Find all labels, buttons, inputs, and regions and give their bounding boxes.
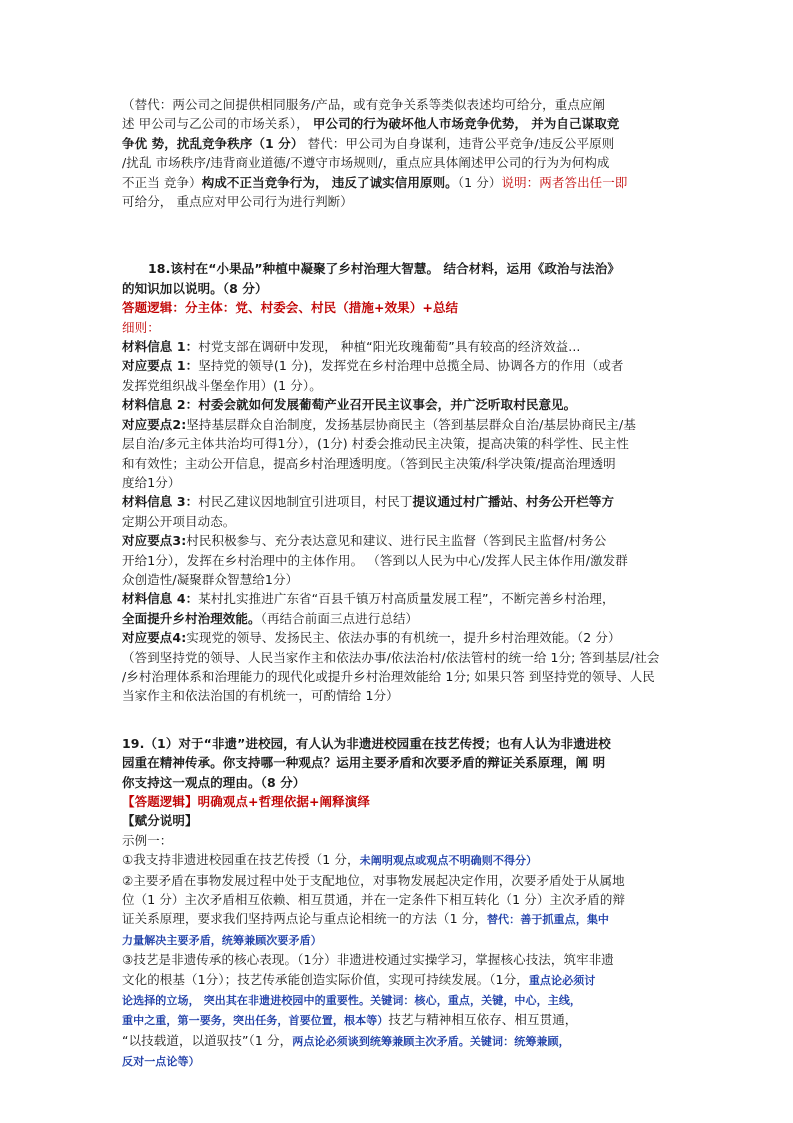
text-span: 某村扎实推进广东省“百县千镇万村高质量发展工程”，不断完善乡村治理， [198,591,615,607]
key-phrase: 并为自己谋取竞 [531,116,620,132]
answer-logic: 答题逻辑：分主体：党、村委会、村民（措施+效果）+总结 [122,300,459,316]
note-text: 反对一点论等） [122,1055,200,1069]
example-heading: 示例一： [122,832,173,848]
text-span: 层自治/多元主体共治均可得1分），(1分) 村委会推动民主决策，提高决策的科学性、民主性 [122,436,629,452]
answer-3 [122,950,678,969]
question-18-stem [122,279,678,298]
question-19-stem: 园重在精神传承。你支持哪一种观点？运用主要矛盾和次要矛盾的辩证关系原理，阐 明 [122,755,606,771]
text-span: 提议通过村广播站、村务公开栏等方 [412,494,615,510]
text-span: 村委会就如何发展葡萄产业召开民主议事会，并广泛听取村民意见。 [198,397,577,413]
note-text: 论选择的立场， 突出其在非遗进校园中的重要性。关键词：核心，重点，关键，中心，主线， [122,994,582,1008]
text-line [122,686,678,705]
point-4 [122,628,678,647]
note-text: 未阐明观点或观点不明确则不得分） [359,854,538,868]
text-line [122,1051,678,1071]
note-text: 重中之重，第一要务，突出任务，首要位置，根本等） [122,1014,389,1028]
key-phrase: 争优 势，扰乱竞争秩序（1 分） [122,135,304,151]
text-line [122,95,678,114]
detail-heading: 细则： [122,319,160,335]
answer-2 [122,871,678,890]
text-span: ①我支持非遗进校园重在技艺传授（1 分， [122,852,360,868]
text-line [122,609,678,628]
label: 材料信息 4： [122,591,199,607]
key-phrase: 构成不正当竞争行为， [201,174,328,190]
text-span: /扰乱 市场秩序/违背商业道德/不遵守市场规则/，重点应具体阐述甲公司的行为为何构成 [122,155,610,171]
text-span: （再结合前面三点进行总结） [260,610,419,626]
text-line [122,153,678,172]
key-phrase: 甲公司的行为破坏他人市场竞争优势， [312,116,528,132]
text-span: （答到坚持党的领导、人民当家作主和依法办事/依法治村/依法管村的统一给 1分; 答到基层/社会 [122,649,660,665]
text-line [122,930,678,950]
text-span: 众创造性/凝聚群众智慧给1分） [122,571,299,587]
text-span: 实现党的领导、发扬民主、依法办事的有机统一，提升乡村治理效能。（2 分） [186,630,621,646]
question-18 [122,259,678,705]
label: 材料信息 1： [122,339,199,355]
text-span: 文化的根基（1分）；技艺传承能创造实际价值，实现可持续发展。（1分， [122,971,529,987]
text-span: 全面提升乡村治理效能。 [122,610,261,626]
note-text: 力量解决主要矛盾，统筹兼顾次要矛盾） [122,933,322,947]
text-span: 坚持基层群众自治制度，发扬基层协商民主（答到基层群众自治/基层协商民主/基 [186,416,636,432]
note-text: 重点论必须讨 [528,973,596,987]
text-span: 和有效性；主动公开信息，提高乡村治理透明度。（答到民主决策/科学决策/提高治理透明 [122,455,616,471]
text-line [122,667,678,686]
text-span: 不正当 竞争） [122,174,202,190]
label: 对应要点 1： [122,358,199,374]
text-span: 村党支部在调研中发现， 种植“阳光玫瑰葡萄”具有较高的经济效益... [198,339,581,355]
text-line [122,173,678,192]
text-line [122,970,678,990]
note-text: 说明：两者答出任一即 [501,174,628,190]
label: 材料信息 3： [122,494,199,510]
text-line [122,134,678,153]
text-span: ③技艺是非遗传承的核心表现。（1分）非遗进校通过实操学习，掌握核心技法，筑牢非遗 [122,952,614,968]
text-span: “以技载道，以道驭技”（1 分， [122,1032,293,1048]
text-line [122,192,678,211]
text-span: 技艺与精神相互依存、相互贯通， [388,1012,578,1028]
material-info-3 [122,492,678,511]
question-19-stem: 19.（1）对于“非遗”进校园，有人认为非遗进校园重在技艺传授；也有人认为非遗进校 [122,735,611,751]
text-span: 开给1分），发挥在乡村治理中的主体作用。 （答到以人民为中心/发挥人民主体作用/激发群 [122,552,628,568]
text-line [122,909,678,929]
text-span: 村民积极参与、充分表达意见和建议、进行民主监督（答到民主监督/村务公 [186,533,607,549]
text-line [122,512,678,531]
text-line [122,434,678,453]
text-span: 定期公开项目动态。 [122,513,236,529]
question-19 [122,734,678,1072]
text-line [122,990,678,1010]
text-span: 可给分， 重点应对甲公司行为进行判断） [122,194,353,210]
point-2 [122,415,678,434]
text-line [122,1010,678,1030]
text-span: /乡村治理体系和治理能力的现代化或提升乡村治理效能给 1分; 如果只答 到坚持党的领导、人民 [122,668,655,684]
text-span: 村民乙建议因地制宜引进项目，村民丁 [198,494,413,510]
material-info-4 [122,589,678,608]
text-span: ②主要矛盾在事物发展过程中处于支配地位，对事物发展起决定作用，次要矛盾处于从属地 [122,872,625,888]
text-line [122,114,678,133]
key-phrase: 违反了诚实信用原则。 [331,174,458,190]
label: 对应要点3: [122,533,187,549]
text-span: 发挥党组织战斗堡垒作用）(1 分）。 [122,377,322,393]
question-18-stem [122,259,678,278]
score-heading: 【赋分说明】 [122,813,198,829]
text-span: 证关系原理，要求我们坚持两点论与重点论相统一的方法（1 分， [122,911,487,927]
text-line [122,376,678,395]
note-text: 替代：善于抓重点，集中 [486,913,610,927]
material-info-2 [122,395,678,414]
label: 对应要点2: [122,416,187,432]
label: 材料信息 2： [122,397,199,413]
text-line [122,551,678,570]
point-1 [122,356,678,375]
text-line [122,454,678,473]
q17-tail [122,95,678,211]
text-span: 述 甲公司与乙公司的市场关系）， [122,116,309,132]
text-span: 位（1 分）主次矛盾相互依赖、相互贯通，并在一定条件下相互转化（1 分）主次矛盾的辩 [122,892,626,908]
text-line [122,473,678,492]
text-line [122,648,678,667]
answer-logic: 【答题逻辑】明确观点+哲理依据+阐释演绎 [122,794,370,809]
label: 对应要点4: [122,630,187,646]
answer-1 [122,850,678,870]
text-span: 坚持党的领导(1 分)，发挥党在乡村治理中总揽全局、协调各方的作用（或者 [198,358,624,374]
text-span: 的知识加以说明。（8 分） [122,280,268,296]
text-line [122,1031,678,1051]
note-text: 两点论必须谈到统筹兼顾主次矛盾。关键词：统筹兼顾， [292,1034,570,1048]
point-3 [122,531,678,550]
text-span: （替代：两公司之间提供相同服务/产品，或有竞争关系等类似表述均可给分，重点应阐 [122,97,606,112]
document-page [122,95,678,1072]
text-span: 度给1分） [122,474,181,490]
text-line [122,890,678,909]
score-mark: （1 分） [457,174,502,190]
text-line [122,570,678,589]
text-span: 当家作主和依法治国的有机统一，可酌情给 1分） [122,688,399,704]
material-info-1 [122,337,678,356]
text-span: 18.该村在“小果品”种植中凝聚了乡村治理大智慧。 结合材料，运用《政治与法治》 [148,261,620,277]
question-19-stem: 你支持这一观点的理由。（8 分） [122,774,306,790]
text-span: 替代：甲公司为自身谋利，违背公平竞争/违反公平原则 [307,135,615,151]
